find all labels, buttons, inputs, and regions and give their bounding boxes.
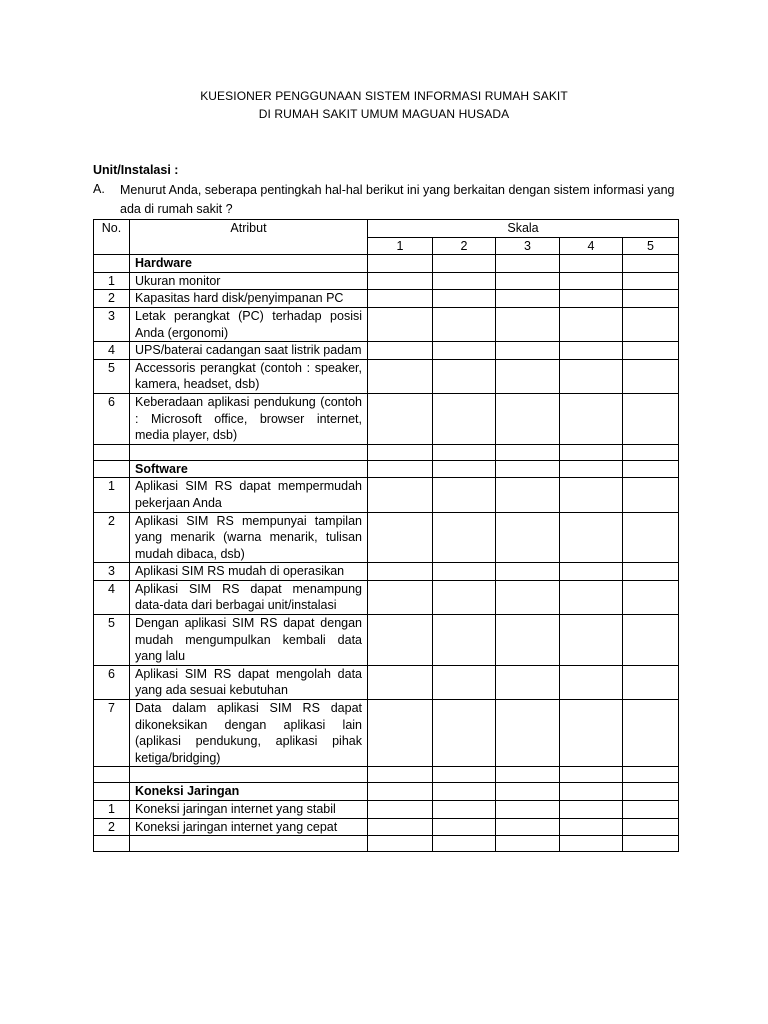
table-row xyxy=(94,393,679,444)
item-scale-3-cell[interactable] xyxy=(496,290,560,308)
item-scale-1-cell[interactable] xyxy=(368,393,433,444)
item-scale-4-cell[interactable] xyxy=(560,615,623,666)
item-scale-2-cell[interactable] xyxy=(433,818,496,836)
blank-scale-4-cell[interactable] xyxy=(560,836,623,852)
section-scale-5-cell[interactable] xyxy=(623,255,679,273)
item-scale-5-cell[interactable] xyxy=(623,615,679,666)
item-number: 3 xyxy=(94,563,130,581)
item-scale-2-cell[interactable] xyxy=(433,478,496,512)
blank-no-cell xyxy=(94,836,130,852)
item-scale-1-cell[interactable] xyxy=(368,272,433,290)
item-scale-2-cell[interactable] xyxy=(433,580,496,614)
item-scale-5-cell[interactable] xyxy=(623,342,679,360)
item-scale-1-cell[interactable] xyxy=(368,512,433,563)
scale-header-1: 1 xyxy=(368,237,433,255)
item-scale-5-cell[interactable] xyxy=(623,801,679,819)
section-scale-4-cell[interactable] xyxy=(560,255,623,273)
unit-instalasi-label: Unit/Instalasi : xyxy=(93,163,179,177)
item-number: 1 xyxy=(94,478,130,512)
item-number: 4 xyxy=(94,580,130,614)
scale-header-4: 4 xyxy=(560,237,623,255)
blank-scale-2-cell[interactable] xyxy=(433,767,496,783)
item-number: 2 xyxy=(94,818,130,836)
item-scale-1-cell[interactable] xyxy=(368,290,433,308)
item-scale-4-cell[interactable] xyxy=(560,700,623,767)
item-attribute: Keberadaan aplikasi pendukung (contoh : Microsoft office, browser internet, media player, dsb) xyxy=(130,393,368,444)
item-scale-4-cell[interactable] xyxy=(560,307,623,341)
item-attribute: Accessoris perangkat (contoh : speaker, kamera, headset, dsb) xyxy=(130,359,368,393)
item-attribute: UPS/baterai cadangan saat listrik padam xyxy=(130,342,368,360)
section-no-cell xyxy=(94,460,130,478)
item-scale-4-cell[interactable] xyxy=(560,818,623,836)
section-scale-3-cell[interactable] xyxy=(496,255,560,273)
item-scale-5-cell[interactable] xyxy=(623,478,679,512)
scale-header-2: 2 xyxy=(433,237,496,255)
item-number: 5 xyxy=(94,615,130,666)
table-row xyxy=(94,512,679,563)
item-number: 7 xyxy=(94,700,130,767)
blank-scale-5-cell[interactable] xyxy=(623,444,679,460)
item-scale-5-cell[interactable] xyxy=(623,512,679,563)
item-number: 1 xyxy=(94,801,130,819)
item-scale-1-cell[interactable] xyxy=(368,359,433,393)
item-number: 2 xyxy=(94,512,130,563)
table-row xyxy=(94,563,679,581)
section-no-cell xyxy=(94,783,130,801)
item-scale-4-cell[interactable] xyxy=(560,563,623,581)
item-number: 6 xyxy=(94,665,130,699)
table-row xyxy=(94,818,679,836)
item-scale-4-cell[interactable] xyxy=(560,478,623,512)
blank-scale-3-cell[interactable] xyxy=(496,836,560,852)
question-text: Menurut Anda, seberapa pentingkah hal-hal berikut ini yang berkaitan dengan sistem informasi yang ada di rumah sakit ? xyxy=(120,183,675,216)
blank-scale-5-cell[interactable] xyxy=(623,767,679,783)
section-row xyxy=(94,460,679,478)
item-scale-2-cell[interactable] xyxy=(433,359,496,393)
item-scale-4-cell[interactable] xyxy=(560,359,623,393)
section-scale-3-cell[interactable] xyxy=(496,460,560,478)
item-scale-5-cell[interactable] xyxy=(623,307,679,341)
item-scale-2-cell[interactable] xyxy=(433,563,496,581)
item-attribute: Letak perangkat (PC) terhadap posisi Anda (ergonomi) xyxy=(130,307,368,341)
item-attribute: Koneksi jaringan internet yang stabil xyxy=(130,801,368,819)
section-title: Hardware xyxy=(130,255,368,273)
table-row xyxy=(94,478,679,512)
blank-scale-2-cell[interactable] xyxy=(433,836,496,852)
item-scale-2-cell[interactable] xyxy=(433,700,496,767)
item-scale-2-cell[interactable] xyxy=(433,393,496,444)
item-scale-1-cell[interactable] xyxy=(368,818,433,836)
item-scale-3-cell[interactable] xyxy=(496,307,560,341)
section-scale-1-cell[interactable] xyxy=(368,783,433,801)
item-scale-4-cell[interactable] xyxy=(560,512,623,563)
item-scale-3-cell[interactable] xyxy=(496,563,560,581)
questionnaire-body xyxy=(94,255,679,852)
item-scale-4-cell[interactable] xyxy=(560,580,623,614)
blank-row xyxy=(94,767,679,783)
blank-scale-1-cell[interactable] xyxy=(368,836,433,852)
section-title: Koneksi Jaringan xyxy=(130,783,368,801)
item-scale-3-cell[interactable] xyxy=(496,478,560,512)
item-scale-3-cell[interactable] xyxy=(496,818,560,836)
table-row xyxy=(94,700,679,767)
item-number: 1 xyxy=(94,272,130,290)
table-row xyxy=(94,359,679,393)
item-scale-3-cell[interactable] xyxy=(496,665,560,699)
item-attribute: Data dalam aplikasi SIM RS dapat dikoneksikan dengan aplikasi lain (aplikasi pendukung, aplikasi pihak ketiga/bridging) xyxy=(130,700,368,767)
item-scale-1-cell[interactable] xyxy=(368,307,433,341)
item-number: 5 xyxy=(94,359,130,393)
item-scale-3-cell[interactable] xyxy=(496,512,560,563)
item-attribute: Dengan aplikasi SIM RS dapat dengan mudah mengumpulkan kembali data yang lalu xyxy=(130,615,368,666)
table-row xyxy=(94,801,679,819)
item-scale-2-cell[interactable] xyxy=(433,615,496,666)
item-scale-1-cell[interactable] xyxy=(368,478,433,512)
item-scale-2-cell[interactable] xyxy=(433,512,496,563)
blank-scale-3-cell[interactable] xyxy=(496,444,560,460)
table-row xyxy=(94,290,679,308)
item-scale-5-cell[interactable] xyxy=(623,665,679,699)
item-scale-4-cell[interactable] xyxy=(560,272,623,290)
item-scale-3-cell[interactable] xyxy=(496,393,560,444)
item-scale-1-cell[interactable] xyxy=(368,580,433,614)
item-attribute: Aplikasi SIM RS dapat mempermudah pekerjaan Anda xyxy=(130,478,368,512)
table-row xyxy=(94,665,679,699)
item-scale-5-cell[interactable] xyxy=(623,818,679,836)
item-attribute: Aplikasi SIM RS dapat mengolah data yang ada sesuai kebutuhan xyxy=(130,665,368,699)
section-scale-2-cell[interactable] xyxy=(433,255,496,273)
scale-header-3: 3 xyxy=(496,237,560,255)
section-scale-1-cell[interactable] xyxy=(368,460,433,478)
item-attribute: Aplikasi SIM RS mempunyai tampilan yang menarik (warna menarik, tulisan mudah dibaca, dsb) xyxy=(130,512,368,563)
item-scale-4-cell[interactable] xyxy=(560,665,623,699)
item-scale-1-cell[interactable] xyxy=(368,665,433,699)
section-scale-2-cell[interactable] xyxy=(433,460,496,478)
item-scale-2-cell[interactable] xyxy=(433,342,496,360)
questionnaire-table xyxy=(93,219,679,852)
table-row xyxy=(94,342,679,360)
table-row xyxy=(94,580,679,614)
section-row xyxy=(94,783,679,801)
blank-no-cell xyxy=(94,767,130,783)
item-scale-5-cell[interactable] xyxy=(623,700,679,767)
item-scale-3-cell[interactable] xyxy=(496,359,560,393)
item-scale-5-cell[interactable] xyxy=(623,290,679,308)
column-header-atribut: Atribut xyxy=(130,220,368,255)
blank-attr-cell xyxy=(130,836,368,852)
blank-scale-1-cell[interactable] xyxy=(368,444,433,460)
item-scale-3-cell[interactable] xyxy=(496,580,560,614)
item-scale-1-cell[interactable] xyxy=(368,700,433,767)
item-scale-1-cell[interactable] xyxy=(368,342,433,360)
item-scale-4-cell[interactable] xyxy=(560,393,623,444)
blank-no-cell xyxy=(94,444,130,460)
item-scale-5-cell[interactable] xyxy=(623,580,679,614)
item-scale-4-cell[interactable] xyxy=(560,342,623,360)
item-scale-1-cell[interactable] xyxy=(368,563,433,581)
item-scale-2-cell[interactable] xyxy=(433,801,496,819)
blank-scale-4-cell[interactable] xyxy=(560,444,623,460)
blank-attr-cell xyxy=(130,767,368,783)
section-scale-4-cell[interactable] xyxy=(560,460,623,478)
table-row xyxy=(94,307,679,341)
table-row xyxy=(94,272,679,290)
item-scale-2-cell[interactable] xyxy=(433,307,496,341)
section-scale-3-cell[interactable] xyxy=(496,783,560,801)
blank-attr-cell xyxy=(130,444,368,460)
item-scale-3-cell[interactable] xyxy=(496,342,560,360)
item-scale-4-cell[interactable] xyxy=(560,290,623,308)
item-scale-2-cell[interactable] xyxy=(433,665,496,699)
item-scale-1-cell[interactable] xyxy=(368,615,433,666)
item-attribute: Koneksi jaringan internet yang cepat xyxy=(130,818,368,836)
blank-row xyxy=(94,444,679,460)
column-header-skala: Skala xyxy=(368,220,679,238)
table-row xyxy=(94,615,679,666)
question-letter: A. xyxy=(93,182,105,196)
item-number: 4 xyxy=(94,342,130,360)
item-scale-5-cell[interactable] xyxy=(623,563,679,581)
item-scale-3-cell[interactable] xyxy=(496,700,560,767)
document-title-line-2: DI RUMAH SAKIT UMUM MAGUAN HUSADA xyxy=(258,107,510,121)
item-scale-4-cell[interactable] xyxy=(560,801,623,819)
blank-row xyxy=(94,836,679,852)
item-scale-2-cell[interactable] xyxy=(433,290,496,308)
item-attribute: Aplikasi SIM RS dapat menampung data-data dari berbagai unit/instalasi xyxy=(130,580,368,614)
item-scale-2-cell[interactable] xyxy=(433,272,496,290)
blank-scale-5-cell[interactable] xyxy=(623,836,679,852)
item-scale-5-cell[interactable] xyxy=(623,359,679,393)
section-title: Software xyxy=(130,460,368,478)
scale-header-5: 5 xyxy=(623,237,679,255)
section-row xyxy=(94,255,679,273)
section-scale-2-cell[interactable] xyxy=(433,783,496,801)
section-scale-5-cell[interactable] xyxy=(623,460,679,478)
section-no-cell xyxy=(94,255,130,273)
blank-scale-4-cell[interactable] xyxy=(560,767,623,783)
item-number: 6 xyxy=(94,393,130,444)
section-scale-5-cell[interactable] xyxy=(623,783,679,801)
item-scale-5-cell[interactable] xyxy=(623,393,679,444)
item-scale-3-cell[interactable] xyxy=(496,272,560,290)
item-attribute: Aplikasi SIM RS mudah di operasikan xyxy=(130,563,368,581)
item-attribute: Kapasitas hard disk/penyimpanan PC xyxy=(130,290,368,308)
blank-scale-2-cell[interactable] xyxy=(433,444,496,460)
item-attribute: Ukuran monitor xyxy=(130,272,368,290)
section-scale-1-cell[interactable] xyxy=(368,255,433,273)
item-scale-5-cell[interactable] xyxy=(623,272,679,290)
item-scale-3-cell[interactable] xyxy=(496,801,560,819)
table-header-row xyxy=(94,220,679,238)
section-scale-4-cell[interactable] xyxy=(560,783,623,801)
blank-scale-3-cell[interactable] xyxy=(496,767,560,783)
document-title-line-1: KUESIONER PENGGUNAAN SISTEM INFORMASI RUMAH SAKIT xyxy=(200,89,568,103)
item-number: 3 xyxy=(94,307,130,341)
item-scale-1-cell[interactable] xyxy=(368,801,433,819)
item-number: 2 xyxy=(94,290,130,308)
item-scale-3-cell[interactable] xyxy=(496,615,560,666)
blank-scale-1-cell[interactable] xyxy=(368,767,433,783)
column-header-no: No. xyxy=(94,220,130,255)
